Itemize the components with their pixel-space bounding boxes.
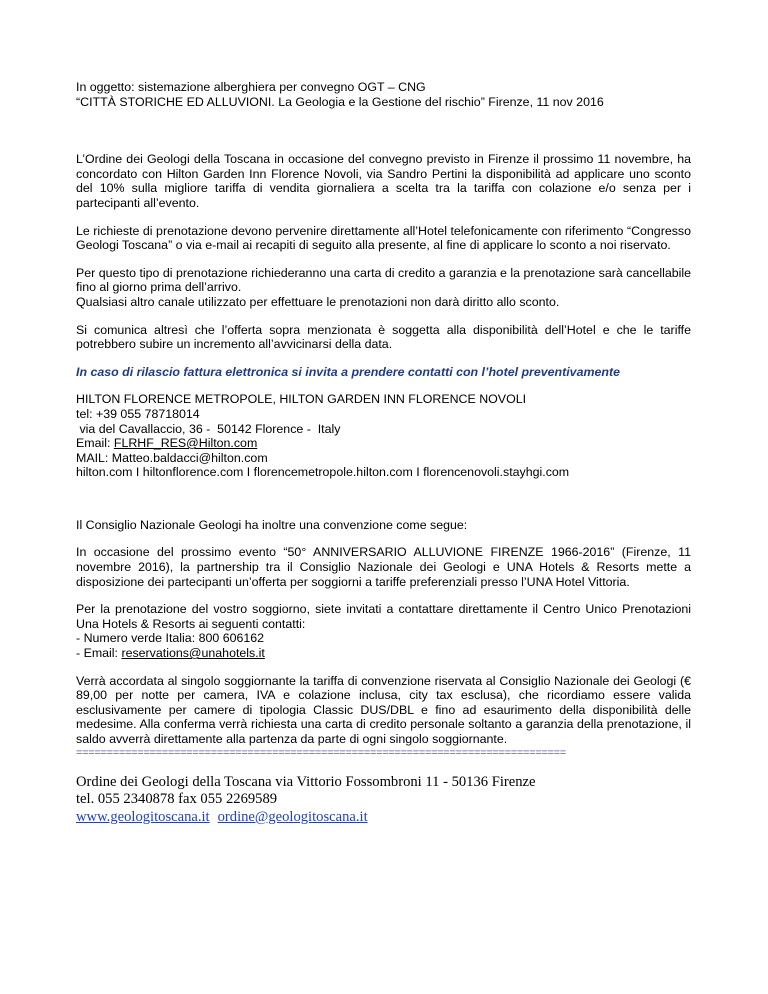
event-title-line: “CITTÀ STORICHE ED ALLUVIONI. La Geologia e la Gestione del rischio” Firenze, 11 nov 2016: [76, 94, 604, 109]
footer-links: [76, 809, 691, 827]
una-email-label: - Email:: [76, 646, 122, 661]
letter-page: [76, 80, 691, 826]
hilton-email-link[interactable]: FLRHF_RES@Hilton.com: [113, 436, 258, 451]
footer-phone-fax: tel. 055 2340878 fax 055 2269589: [76, 791, 278, 808]
paragraph-rate-details: Verrà accordata al singolo soggiornante la tariffa di convenzione riservata al Consiglio Nazionale dei Geologi (€ 89,00 per notte per camera, IVA e colazione inclusa, city tax esclusa), che ricordiamo essere valida esclusivamente per camere di tipologia Classic DUS/DBL e fino ad esaurimento della disponibilità delle medesime. Alla conferma verrà richiesta una carta di credito personale soltanto a garanzia della prenotazione, il saldo avverrà direttamente alla partenza da parte di ogni singolo soggiornante.: [76, 673, 691, 746]
hilton-hotel-name: HILTON FLORENCE METROPOLE, HILTON GARDEN INN FLORENCE NOVOLI: [76, 392, 527, 407]
hilton-mail: MAIL: Matteo.baldacci@hilton.com: [76, 450, 268, 465]
una-phone: - Numero verde Italia: 800 606162: [76, 631, 265, 646]
hilton-contact-block: [76, 392, 691, 480]
una-email-link[interactable]: reservations@unahotels.it: [121, 646, 265, 661]
subject-line: In oggetto: sistemazione alberghiera per convegno OGT – CNG: [76, 80, 426, 94]
footer-address: Ordine dei Geologi della Toscana via Vittorio Fossombroni 11 - 50136 Firenze: [76, 773, 536, 790]
paragraph-una-booking: Per la prenotazione del vostro soggiorno, siete invitati a contattare direttamente il Centro Unico Prenotazioni Una Hotels & Resorts ai seguenti contatti:: [76, 602, 691, 631]
paragraph-other-channels: Qualsiasi altro canale utilizzato per effettuare le prenotazioni non darà diritto allo sconto.: [76, 294, 560, 309]
electronic-invoice-note: In caso di rilascio fattura elettronica si invita a prendere contatti con l’hotel preventivamente: [76, 364, 620, 379]
cng-intro: Il Consiglio Nazionale Geologi ha inoltre una convenzione come segue:: [76, 517, 468, 532]
separator-line: ================================================================================: [76, 746, 566, 759]
paragraph-booking-requests: Le richieste di prenotazione devono pervenire direttamente all’Hotel telefonicamente con riferimento “Congresso Geologi Toscana” o via e-mail ai recapiti di seguito alla presente, al fine di applicare lo sconto a noi riservato.: [76, 223, 691, 253]
hilton-phone: tel: +39 055 78718014: [76, 406, 200, 421]
footer-block: [76, 774, 691, 827]
footer-email-link[interactable]: ordine@geologitoscana.it: [217, 808, 368, 825]
hilton-address: via del Cavallaccio, 36 - 50142 Florence - Italy: [76, 421, 341, 436]
paragraph-anniversary-event: In occasione del prossimo evento “50° ANNIVERSARIO ALLUVIONE FIRENZE 1966-2016” (Firenze, 11 novembre 2016), la partnership tra il Consiglio Nazionale dei Geologi e UNA Hotels & Resorts mette a disposizione dei partecipanti un’offerta per soggiorni a tariffe preferenziali presso l’UNA Hotel Vittoria.: [76, 545, 691, 589]
hilton-websites: hilton.com I hiltonflorence.com I florencemetropole.hilton.com I florencenovoli.stayhgi.com: [76, 465, 570, 480]
hilton-email-label: Email:: [76, 436, 114, 451]
paragraph-agreement: L’Ordine dei Geologi della Toscana in occasione del convegno previsto in Firenze il prossimo 11 novembre, ha concordato con Hilton Garden Inn Florence Novoli, via Sandro Pertini la disponibilità ad applicare uno sconto del 10% sulla migliore tariffa di vendita giornaliera a scelta tra la tariffa con colazione e/o senza per i partecipanti all’evento.: [76, 152, 691, 210]
subject-block: [76, 80, 691, 109]
paragraph-availability: Si comunica altresì che l’offerta sopra menzionata è soggetta alla disponibilità dell’Hotel e che le tariffe potrebbero subire un incremento all’avvicinarsi della data.: [76, 322, 691, 352]
footer-website-link[interactable]: www.geologitoscana.it: [76, 808, 210, 825]
hilton-email-line: [76, 436, 691, 451]
paragraph-credit-card: Per questo tipo di prenotazione richiederanno una carta di credito a garanzia e la prenotazione sarà cancellabile fino al giorno prima dell’arrivo.: [76, 265, 691, 295]
una-email-line: [76, 646, 691, 661]
